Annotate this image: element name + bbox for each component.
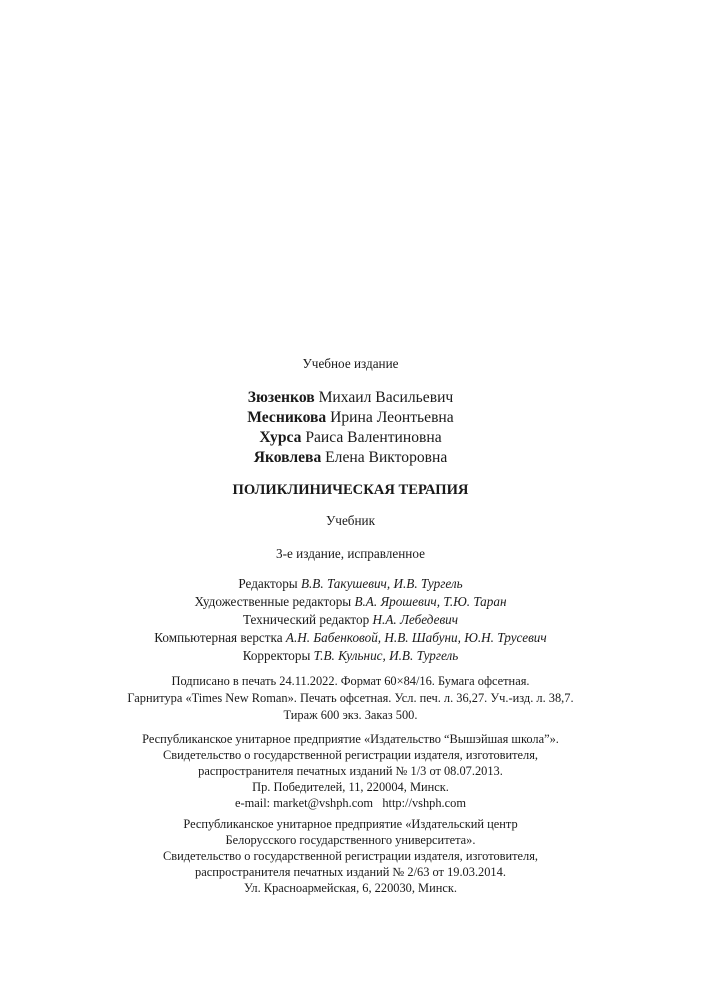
print-info-line: Тираж 600 экз. Заказ 500. [283,708,418,722]
edition-type: Учебное издание [302,356,399,371]
credit-line [0,594,701,610]
author-surname: Зюзенков [247,389,315,406]
credit-role: Редакторы [238,576,298,591]
publisher-contacts: e-mail: market@vshph.com http://vshph.com [235,796,466,810]
printer-line: распространителя печатных изданий № 2/63 от 19.03.2014. [195,865,506,879]
publisher-line: Республиканское унитарное предприятие «Издательство “Вышэйшая школа”». [142,732,559,746]
credit-role: Художественные редакторы [194,594,352,609]
print-info-line: Гарнитура «Times New Roman». Печать офсетная. Усл. печ. л. 36,27. Уч.-изд. л. 38,7. [127,691,574,705]
author-line [0,389,701,407]
printer-line: Республиканское унитарное предприятие «Издательский центр [183,817,518,831]
publisher-line: распространителя печатных изданий № 1/3 от 08.07.2013. [198,764,503,778]
credit-line [0,630,701,646]
credit-line [0,612,701,628]
book-title: ПОЛИКЛИНИЧЕСКАЯ ТЕРАПИЯ [232,482,469,498]
author-line [0,409,701,427]
credit-names: Н.А. Лебедевич [372,612,459,627]
author-line [0,449,701,467]
author-line [0,429,701,447]
author-name: Раиса Валентиновна [305,429,442,446]
credit-line [0,648,701,664]
credit-role: Технический редактор [242,612,370,627]
edition-note: 3-е издание, исправленное [276,546,425,561]
credit-names: Т.В. Кульнис, И.В. Тургель [313,648,459,663]
credit-names: В.В. Такушевич, И.В. Тургель [300,576,463,591]
credit-role: Корректоры [242,648,311,663]
author-surname: Яковлева [253,449,322,466]
book-subtitle: Учебник [325,513,376,528]
printer-line: Белорусского государственного университета». [225,833,476,847]
printer-line: Свидетельство о государственной регистрации издателя, изготовителя, [162,849,539,863]
author-name: Елена Викторовна [325,449,448,466]
publisher-line: Пр. Победителей, 11, 220004, Минск. [252,780,449,794]
publisher-line: Свидетельство о государственной регистрации издателя, изготовителя, [162,748,539,762]
credit-names: А.Н. Бабенковой, Н.В. Шабуни, Ю.Н. Трусевич [285,630,547,645]
author-surname: Месникова [247,409,327,426]
author-name: Ирина Леонтьевна [330,409,454,426]
credit-role: Компьютерная верстка [154,630,283,645]
printer-line: Ул. Красноармейская, 6, 220030, Минск. [244,881,457,895]
print-info-line: Подписано в печать 24.11.2022. Формат 60×84/16. Бумага офсетная. [171,674,530,688]
credit-names: В.А. Ярошевич, Т.Ю. Таран [354,594,507,609]
author-surname: Хурса [259,429,302,446]
author-name: Михаил Васильевич [318,389,454,406]
credit-line [0,576,701,592]
